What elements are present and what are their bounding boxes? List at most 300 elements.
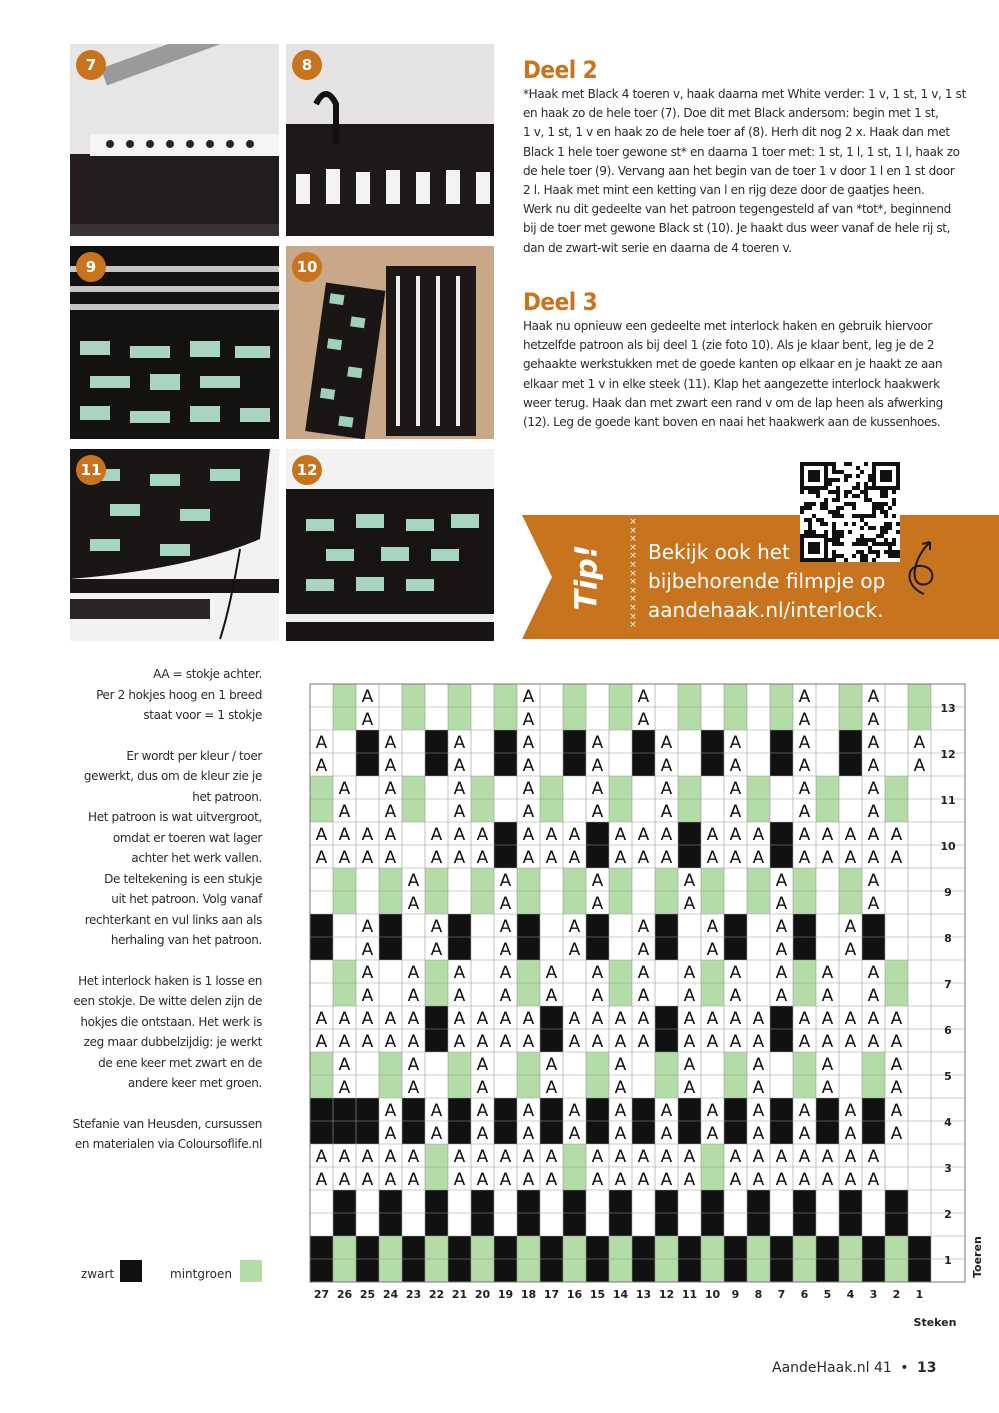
note-line: Stefanie van Heusden, cursussen	[72, 1116, 262, 1131]
stitch-symbol-a: A	[683, 1170, 696, 1190]
note-line: achter het werk vallen.	[131, 851, 262, 865]
qr-module	[852, 486, 856, 490]
row-label: 2	[944, 1208, 952, 1221]
qr-module	[864, 554, 868, 558]
column-label: 23	[405, 1288, 422, 1301]
stitch-symbol-a: A	[568, 1101, 581, 1121]
row-label: 12	[940, 748, 956, 761]
qr-module	[860, 490, 864, 494]
stitch-symbol-a: A	[568, 917, 581, 937]
qr-module	[832, 498, 836, 502]
qr-module	[832, 550, 836, 554]
stitch-symbol-a: A	[315, 1009, 328, 1029]
stitch-symbol-a: A	[660, 1124, 673, 1144]
tip-label	[562, 520, 612, 635]
stitch-symbol-a: A	[591, 871, 604, 891]
qr-module	[860, 518, 864, 522]
qr-module	[804, 506, 808, 510]
qr-module	[864, 490, 868, 494]
qr-module	[852, 542, 856, 546]
stitch-symbol-a: A	[522, 687, 535, 707]
step-photo-10	[286, 246, 494, 439]
qr-module	[832, 462, 836, 466]
text-line: weer terug. Haak dan met zwart een rand v om de lap heen als afwerking	[523, 395, 943, 410]
stitch-symbol-a: A	[821, 1032, 834, 1052]
qr-module	[828, 538, 832, 542]
stitch-symbol-a: A	[867, 825, 880, 845]
legend-mint-swatch	[240, 1260, 262, 1282]
step-photo-12	[286, 449, 494, 641]
stitch-symbol-a: A	[591, 894, 604, 914]
qr-module	[868, 478, 872, 482]
stitch-symbol-a: A	[752, 1055, 765, 1075]
stitch-symbol-a: A	[729, 848, 742, 868]
qr-module	[856, 482, 860, 486]
qr-module	[888, 522, 892, 526]
stitch-symbol-a: A	[568, 1032, 581, 1052]
tip-line: Bekijk ook het	[648, 540, 790, 564]
qr-module	[868, 474, 872, 478]
stitch-symbol-a: A	[683, 871, 696, 891]
row-label: 6	[944, 1024, 952, 1037]
qr-module	[812, 530, 816, 534]
stitch-symbol-a: A	[338, 1009, 351, 1029]
stitch-symbol-a: A	[361, 825, 374, 845]
qr-module	[852, 502, 856, 506]
qr-module	[820, 506, 824, 510]
stitch-symbol-a: A	[798, 710, 811, 730]
stitch-symbol-a: A	[361, 940, 374, 960]
legend-zwart-label: zwart	[81, 1267, 115, 1281]
qr-module	[856, 466, 860, 470]
tip-link[interactable]: aandehaak.nl/interlock.	[648, 598, 884, 622]
qr-module	[880, 530, 884, 534]
stitch-symbol-a: A	[844, 1101, 857, 1121]
stitch-symbol-a: A	[338, 1170, 351, 1190]
qr-module	[864, 462, 868, 466]
row-label: 7	[944, 978, 952, 991]
qr-module	[860, 542, 864, 546]
stitch-symbol-a: A	[729, 779, 742, 799]
stitch-symbol-a: A	[522, 1147, 535, 1167]
qr-module	[860, 514, 864, 518]
stitch-symbol-a: A	[315, 1170, 328, 1190]
stitch-symbol-a: A	[844, 848, 857, 868]
qr-module	[828, 462, 832, 466]
qr-module	[860, 558, 864, 562]
text-line: en haak zo de hele toer (7). Doe dit met Black andersom: begin met 1 st,	[523, 106, 939, 121]
stitch-symbol-a: A	[729, 986, 742, 1006]
stitch-symbol-a: A	[729, 825, 742, 845]
text-line: dan de zwart-wit serie en daarna de 4 toeren v.	[523, 240, 792, 255]
stitch-symbol-a: A	[660, 733, 673, 753]
stitch-symbol-a: A	[775, 1147, 788, 1167]
qr-module	[880, 542, 884, 546]
step-photo-11	[70, 449, 279, 641]
stitch-symbol-a: A	[798, 687, 811, 707]
stitch-symbol-a: A	[890, 1009, 903, 1029]
stitch-symbol-a: A	[591, 1170, 604, 1190]
stitch-symbol-a: A	[453, 963, 466, 983]
qr-module	[812, 490, 816, 494]
stitch-symbol-a: A	[568, 940, 581, 960]
stitch-symbol-a: A	[384, 825, 397, 845]
stitch-symbol-a: A	[407, 1032, 420, 1052]
stitch-symbol-a: A	[752, 1147, 765, 1167]
qr-module	[836, 486, 840, 490]
stitch-symbol-a: A	[637, 848, 650, 868]
stitch-symbol-a: A	[867, 733, 880, 753]
stitch-symbol-a: A	[775, 917, 788, 937]
stitch-symbol-a: A	[453, 825, 466, 845]
text-line: bij de toer met gewone Black st (10). Je haakt dus weer vanaf de hele rij st,	[523, 221, 951, 236]
qr-module	[864, 498, 868, 502]
stitch-symbol-a: A	[637, 917, 650, 937]
stitch-symbol-a: A	[890, 1124, 903, 1144]
stitch-symbol-a: A	[407, 1009, 420, 1029]
text-line: 1 v, 1 st, 1 v en haak zo de hele toer af (8). Herh dit nog 2 x. Haak dan met	[523, 125, 950, 140]
qr-module	[824, 502, 828, 506]
stitch-symbol-a: A	[430, 848, 443, 868]
stitch-symbol-a: A	[729, 1032, 742, 1052]
qr-module	[860, 526, 864, 530]
qr-module	[872, 538, 876, 542]
qr-module	[804, 502, 808, 506]
legend-mint-label: mintgroen	[170, 1267, 232, 1281]
qr-module	[844, 462, 848, 466]
stitch-symbol-a: A	[338, 825, 351, 845]
stitch-symbol-a: A	[660, 1170, 673, 1190]
qr-module	[844, 474, 848, 478]
tip-label-text: Tip!	[569, 544, 605, 611]
column-label: 4	[846, 1288, 855, 1301]
note-line: De teltekening is een stukje	[104, 871, 262, 886]
stitch-symbol-a: A	[706, 917, 719, 937]
stitch-symbol-a: A	[752, 1170, 765, 1190]
stitch-symbol-a: A	[844, 1124, 857, 1144]
stitch-symbol-a: A	[522, 756, 535, 776]
text-line: hetzelfde patroon als bij deel 1 (zie foto 10). Als je klaar bent, leg je de 2	[523, 338, 935, 353]
stitch-symbol-a: A	[407, 963, 420, 983]
note-line: Per 2 hokjes hoog en 1 breed	[96, 687, 262, 702]
qr-module	[840, 530, 844, 534]
qr-module	[836, 478, 840, 482]
qr-module	[868, 538, 872, 542]
qr-module	[816, 518, 820, 522]
stitch-symbol-a: A	[706, 848, 719, 868]
row-label: 4	[944, 1116, 952, 1129]
stitch-symbol-a: A	[706, 1101, 719, 1121]
stitch-symbol-a: A	[798, 848, 811, 868]
stitch-symbol-a: A	[591, 779, 604, 799]
qr-module	[816, 490, 820, 494]
column-label: 19	[497, 1288, 514, 1301]
row-label: 11	[940, 794, 956, 807]
note-line: Er wordt per kleur / toer	[126, 748, 262, 763]
row-label: 13	[940, 702, 956, 715]
qr-module	[884, 514, 888, 518]
qr-module	[888, 526, 892, 530]
qr-module	[852, 494, 856, 498]
stitch-symbol-a: A	[315, 733, 328, 753]
stitch-symbol-a: A	[545, 963, 558, 983]
qr-module	[884, 538, 888, 542]
qr-finder	[808, 542, 820, 554]
stitch-symbol-a: A	[614, 1101, 627, 1121]
text-line: (12). Leg de goede kant boven en naai het haakwerk aan de kussenhoes.	[523, 415, 941, 430]
qr-module	[836, 506, 840, 510]
stitch-symbol-a: A	[315, 756, 328, 776]
stitch-symbol-a: A	[890, 1078, 903, 1098]
qr-module	[880, 490, 884, 494]
column-label: 25	[359, 1288, 376, 1301]
stitch-symbol-a: A	[867, 871, 880, 891]
stitch-symbol-a: A	[821, 1147, 834, 1167]
stitch-symbol-a: A	[867, 1009, 880, 1029]
qr-module	[868, 526, 872, 530]
stitch-symbol-a: A	[545, 986, 558, 1006]
stitch-symbol-a: A	[338, 1078, 351, 1098]
qr-module	[872, 558, 876, 562]
qr-module	[880, 506, 884, 510]
swirl-arrow-icon	[900, 528, 946, 598]
qr-module	[892, 538, 896, 542]
stitch-symbol-a: A	[545, 1147, 558, 1167]
stitch-symbol-a: A	[890, 848, 903, 868]
tip-line: bijbehorende filmpje op	[648, 569, 886, 593]
stitch-symbol-a: A	[706, 825, 719, 845]
note-line: hokjes die ontstaan. Het werk is	[80, 1014, 262, 1029]
stitch-symbol-a: A	[614, 825, 627, 845]
stitch-symbol-a: A	[338, 1055, 351, 1075]
stitch-symbol-a: A	[476, 1055, 489, 1075]
qr-module	[808, 530, 812, 534]
qr-module	[832, 534, 836, 538]
row-label: 5	[944, 1070, 952, 1083]
note-line: zeg maar dubbelzijdig: je werkt	[83, 1035, 262, 1049]
stitch-symbol-a: A	[867, 687, 880, 707]
stitch-symbol-a: A	[844, 1009, 857, 1029]
stitch-symbol-a: A	[315, 1032, 328, 1052]
qr-module	[864, 486, 868, 490]
stitch-symbol-a: A	[844, 917, 857, 937]
stitch-symbol-a: A	[522, 1124, 535, 1144]
stitch-symbol-a: A	[660, 1101, 673, 1121]
stitch-symbol-a: A	[591, 963, 604, 983]
stitch-symbol-a: A	[476, 1009, 489, 1029]
stitch-symbol-a: A	[522, 779, 535, 799]
stitch-symbol-a: A	[798, 1147, 811, 1167]
stitch-symbol-a: A	[338, 1032, 351, 1052]
qr-module	[892, 490, 896, 494]
stitch-symbol-a: A	[798, 825, 811, 845]
qr-module	[852, 514, 856, 518]
stitch-symbol-a: A	[729, 963, 742, 983]
stitch-symbol-a: A	[821, 825, 834, 845]
stitch-symbol-a: A	[729, 1009, 742, 1029]
stitch-symbol-a: A	[798, 733, 811, 753]
stitch-symbol-a: A	[660, 848, 673, 868]
stitch-symbol-a: A	[591, 986, 604, 1006]
qr-module	[892, 542, 896, 546]
column-label: 12	[658, 1288, 675, 1301]
stitch-symbol-a: A	[867, 802, 880, 822]
qr-module	[844, 522, 848, 526]
qr-module	[856, 514, 860, 518]
stitch-symbol-a: A	[315, 848, 328, 868]
stitch-symbol-a: A	[706, 1124, 719, 1144]
qr-module	[828, 558, 832, 562]
stitch-symbol-a: A	[683, 1032, 696, 1052]
stitch-symbol-a: A	[499, 1009, 512, 1029]
column-label: 9	[731, 1288, 740, 1301]
section-title-deel-3: Deel 3	[523, 288, 598, 316]
qr-module	[856, 542, 860, 546]
qr-module	[820, 502, 824, 506]
stitch-symbol-a: A	[476, 1147, 489, 1167]
qr-module	[824, 498, 828, 502]
magazine-name: AandeHaak.nl 41	[772, 1360, 892, 1376]
stitch-symbol-a: A	[614, 1170, 627, 1190]
stitch-symbol-a: A	[545, 1078, 558, 1098]
qr-module	[836, 534, 840, 538]
qr-module	[832, 554, 836, 558]
text-line: *Haak met Black 4 toeren v, haak daarna met White verder: 1 v, 1 st, 1 v, 1 st	[523, 87, 966, 101]
qr-module	[864, 522, 868, 526]
stitch-symbol-a: A	[430, 940, 443, 960]
stitch-symbol-a: A	[821, 848, 834, 868]
stitch-symbol-a: A	[637, 710, 650, 730]
stitch-symbol-a: A	[568, 848, 581, 868]
qr-module	[868, 550, 872, 554]
stitch-symbol-a: A	[867, 1147, 880, 1167]
stitch-symbol-a: A	[660, 756, 673, 776]
qr-module	[864, 538, 868, 542]
stitch-symbol-a: A	[361, 1032, 374, 1052]
stitch-symbol-a: A	[568, 1124, 581, 1144]
qr-module	[836, 494, 840, 498]
qr-module	[804, 530, 808, 534]
qr-module	[808, 490, 812, 494]
stitch-symbol-a: A	[384, 802, 397, 822]
stitch-symbol-a: A	[821, 1055, 834, 1075]
column-label: 2	[892, 1288, 901, 1301]
qr-module	[840, 534, 844, 538]
qr-module	[808, 502, 812, 506]
qr-module	[844, 502, 848, 506]
qr-finder	[808, 470, 820, 482]
qr-module	[880, 494, 884, 498]
stitch-symbol-a: A	[430, 825, 443, 845]
stitch-symbol-a: A	[361, 963, 374, 983]
stitch-symbol-a: A	[476, 1032, 489, 1052]
qr-module	[824, 530, 828, 534]
stitch-symbol-a: A	[453, 848, 466, 868]
section-title-deel-2: Deel 2	[523, 56, 598, 84]
qr-module	[832, 526, 836, 530]
qr-module	[872, 542, 876, 546]
stitch-symbol-a: A	[637, 963, 650, 983]
stitch-symbol-a: A	[890, 1032, 903, 1052]
qr-module	[848, 502, 852, 506]
stitch-symbol-a: A	[407, 1147, 420, 1167]
qr-module	[876, 542, 880, 546]
stitch-symbol-a: A	[407, 986, 420, 1006]
stitch-symbol-a: A	[798, 802, 811, 822]
qr-module	[832, 466, 836, 470]
step-photo-8	[286, 44, 494, 236]
stitch-symbol-a: A	[522, 1032, 535, 1052]
qr-module	[856, 474, 860, 478]
stitch-symbol-a: A	[453, 733, 466, 753]
text-line: elkaar met 1 v in elke steek (11). Klap het aangezette interlock haakwerk	[523, 376, 940, 391]
stitch-symbol-a: A	[614, 1032, 627, 1052]
qr-finder	[880, 470, 892, 482]
stitch-symbol-a: A	[752, 1009, 765, 1029]
stitch-symbol-a: A	[683, 1078, 696, 1098]
qr-module	[888, 550, 892, 554]
qr-module	[808, 522, 812, 526]
stitch-symbol-a: A	[384, 1009, 397, 1029]
qr-module	[884, 494, 888, 498]
stitch-symbol-a: A	[430, 1124, 443, 1144]
note-line: andere keer met groen.	[127, 1076, 262, 1090]
qr-module	[884, 526, 888, 530]
qr-module	[808, 506, 812, 510]
column-label: 26	[336, 1288, 353, 1301]
stitch-symbol-a: A	[522, 733, 535, 753]
stitch-symbol-a: A	[798, 1170, 811, 1190]
column-label: 18	[520, 1288, 537, 1301]
stitch-symbol-a: A	[775, 894, 788, 914]
qr-module	[860, 470, 864, 474]
stitch-symbol-a: A	[545, 1055, 558, 1075]
stitch-symbol-a: A	[844, 1147, 857, 1167]
qr-module	[860, 554, 864, 558]
stitch-symbol-a: A	[660, 1147, 673, 1167]
stitch-symbol-a: A	[453, 1032, 466, 1052]
qr-module	[828, 482, 832, 486]
stitch-symbol-a: A	[591, 802, 604, 822]
column-label: 17	[543, 1288, 560, 1301]
note-line: de ene keer met zwart en de	[98, 1055, 262, 1070]
qr-code-icon[interactable]	[800, 462, 900, 562]
stitch-symbol-a: A	[752, 825, 765, 845]
column-label: 21	[451, 1288, 468, 1301]
qr-module	[840, 506, 844, 510]
qr-module	[828, 478, 832, 482]
stitch-symbol-a: A	[338, 1147, 351, 1167]
stitch-symbol-a: A	[361, 687, 374, 707]
stitch-symbol-a: A	[384, 756, 397, 776]
stitch-symbol-a: A	[361, 1147, 374, 1167]
stitch-symbol-a: A	[798, 1124, 811, 1144]
stitch-symbol-a: A	[729, 733, 742, 753]
stitch-symbol-a: A	[867, 1032, 880, 1052]
qr-module	[872, 514, 876, 518]
stitch-symbol-a: A	[752, 1124, 765, 1144]
stitch-symbol-a: A	[384, 733, 397, 753]
stitch-symbol-a: A	[338, 848, 351, 868]
qr-module	[852, 506, 856, 510]
cols-axis-title: Steken	[913, 1316, 957, 1329]
stitch-symbol-a: A	[499, 894, 512, 914]
column-label: 10	[704, 1288, 721, 1301]
step-number-badge: 8	[292, 50, 322, 80]
column-label: 1	[915, 1288, 924, 1301]
qr-module	[856, 494, 860, 498]
stitch-symbol-a: A	[499, 1170, 512, 1190]
